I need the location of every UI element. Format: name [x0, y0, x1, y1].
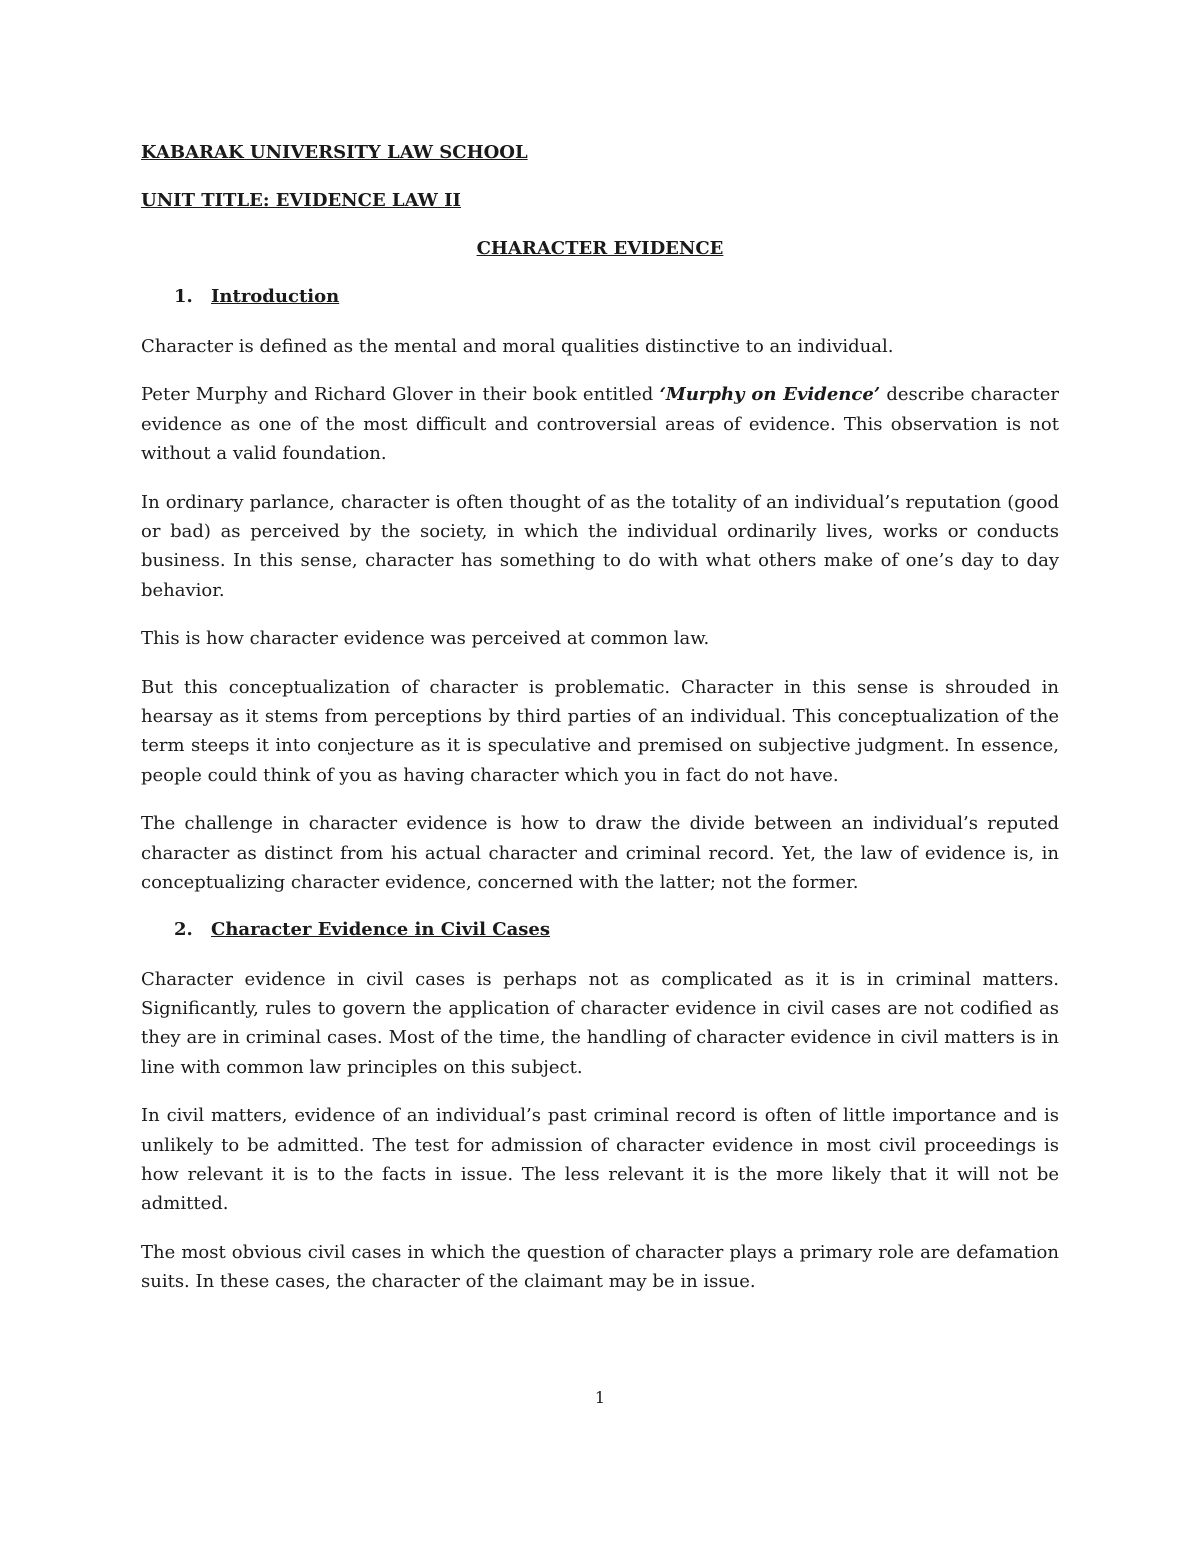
topic-heading: CHARACTER EVIDENCE: [476, 238, 724, 259]
paragraph: Character evidence in civil cases is perhaps not as complicated as it is in criminal matters. Significantly, rules to govern the application of character evidence in civil cases are not codified as they are in criminal cases. Most of the time, the handling of character evidence in civil matters is in line with common law principles on this subject.: [141, 968, 1059, 1078]
paragraph: Character is defined as the mental and moral qualities distinctive to an individual.: [141, 336, 894, 357]
paragraph-text: describe character evidence as one of the most difficult and controversial areas of evidence. This observation is not without a valid foundation.: [141, 384, 1059, 465]
section-heading-civil-cases: [141, 917, 1059, 943]
book-title: Murphy on Evidence: [665, 384, 874, 406]
paragraph-murphy: [141, 380, 1059, 468]
paragraph: The most obvious civil cases in which the question of character plays a primary role are defamation suits. In these cases, the character of the claimant may be in issue.: [141, 1241, 1059, 1293]
section-title: Introduction: [211, 286, 340, 307]
section-number: 2.: [174, 918, 193, 940]
school-heading: KABARAK UNIVERSITY LAW SCHOOL: [141, 142, 528, 163]
paragraph: But this conceptualization of character is problematic. Character in this sense is shrouded in hearsay as it stems from perceptions by third parties of an individual. This conceptualization of the term steeps it into conjecture as it is speculative and premised on subjective judgment. In essence, people could think of you as having character which you in fact do not have.: [141, 676, 1059, 786]
section-heading-introduction: [141, 284, 1059, 310]
section-title: Character Evidence in Civil Cases: [211, 918, 550, 940]
paragraph-text: Peter Murphy and Richard Glover in their book entitled: [141, 384, 660, 406]
quote-mark: ‘: [659, 384, 666, 406]
page-number: 1: [594, 1388, 606, 1407]
paragraph: This is how character evidence was perceived at common law.: [141, 628, 710, 650]
section-number: 1.: [174, 286, 193, 307]
paragraph: The challenge in character evidence is how to draw the divide between an individual’s reputed character as distinct from his actual character and criminal record. Yet, the law of evidence is, in conceptualizing character evidence, concerned with the latter; not the former.: [141, 813, 1059, 894]
paragraph: In civil matters, evidence of an individual’s past criminal record is often of little importance and is unlikely to be admitted. The test for admission of character evidence in most civil proceedings is how relevant it is to the facts in issue. The less relevant it is the more likely that it will not be admitted.: [141, 1105, 1059, 1215]
unit-title-heading: UNIT TITLE: EVIDENCE LAW II: [141, 190, 461, 211]
quote-mark: ’: [873, 384, 881, 406]
paragraph: In ordinary parlance, character is often thought of as the totality of an individual’s reputation (good or bad) as perceived by the society, in which the individual ordinarily lives, works or conducts business. In this sense, character has something to do with what others make of one’s day to day behavior.: [141, 491, 1059, 601]
document-body: [141, 140, 1059, 1316]
